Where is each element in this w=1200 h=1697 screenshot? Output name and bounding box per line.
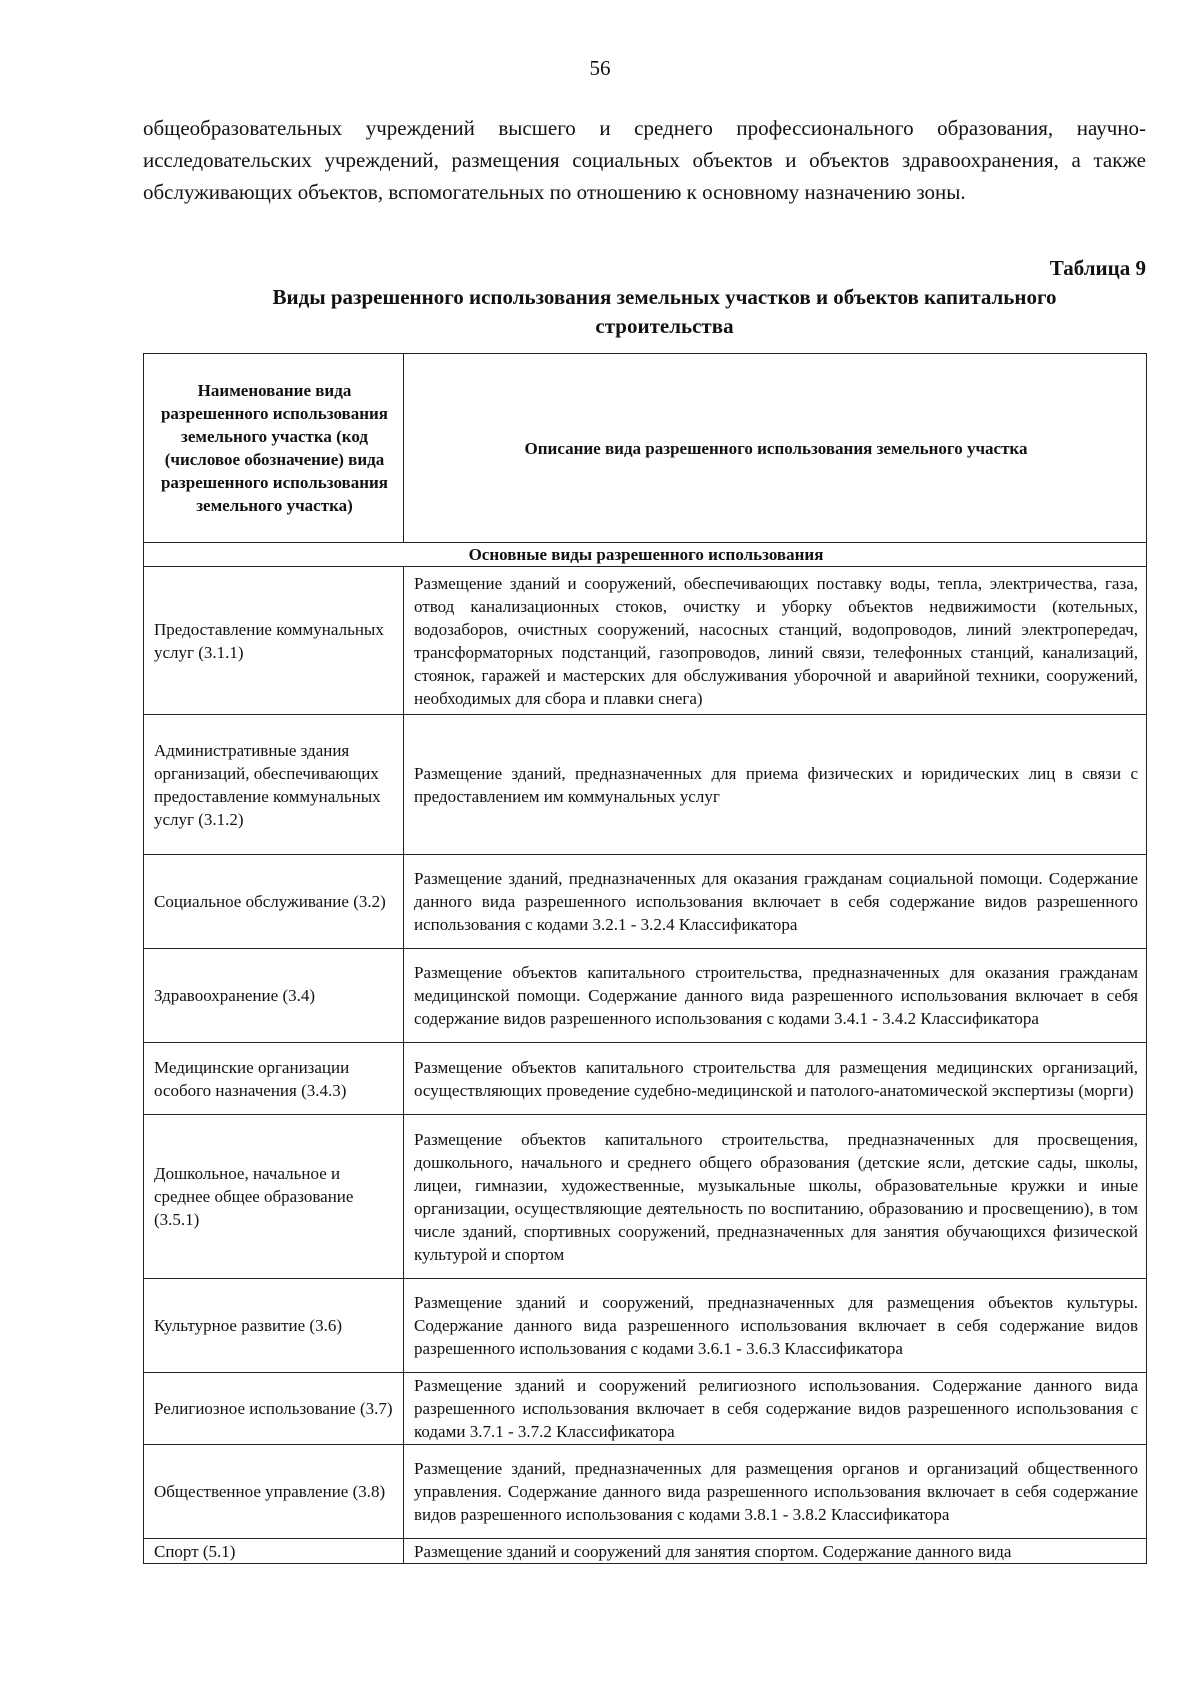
use-type-name: Культурное развитие (3.6) — [144, 1279, 404, 1373]
table-row — [144, 949, 1147, 1043]
table-row — [144, 567, 1147, 715]
table-row — [144, 1115, 1147, 1279]
use-type-description: Размещение зданий, предназначенных для оказания гражданам социальной помощи. Содержание данного вида разрешенного использования включает в себя содержание видов разрешенного использования с кодами 3.2.1 - 3.2.4 Классификатора — [404, 855, 1147, 949]
table-caption-line-2: строительства — [595, 314, 734, 338]
use-type-description: Размещение зданий и сооружений, обеспечивающих поставку воды, тепла, электричества, газа, отвод канализационных стоков, очистку и уборку объектов недвижимости (котельных, водозаборов, очистных сооружений, насосных станций, водопроводов, линий электропередач, трансформаторных подстанций, газопроводов, линий связи, телефонных станций, канализаций, стоянок, гаражей и мастерских для обслуживания уборочной и аварийной техники, сооружений, необходимых для сбора и плавки снега) — [404, 567, 1147, 715]
use-type-description: Размещение зданий и сооружений религиозного использования. Содержание данного вида разрешенного использования включает в себя содержание видов разрешенного использования с кодами 3.7.1 - 3.7.2 Классификатора — [404, 1373, 1147, 1445]
use-type-name: Дошкольное, начальное и среднее общее образование (3.5.1) — [144, 1115, 404, 1279]
use-type-name: Медицинские организации особого назначения (3.4.3) — [144, 1043, 404, 1115]
table-row — [144, 855, 1147, 949]
table-row — [144, 1539, 1147, 1564]
table-row — [144, 1279, 1147, 1373]
use-type-description: Размещение зданий и сооружений, предназначенных для размещения объектов культуры. Содержание данного вида разрешенного использования включает в себя содержание видов разрешенного использования с кодами 3.6.1 - 3.6.3 Классификатора — [404, 1279, 1147, 1373]
use-type-name: Социальное обслуживание (3.2) — [144, 855, 404, 949]
table-row — [144, 1043, 1147, 1115]
section-title: Основные виды разрешенного использования — [144, 543, 1147, 567]
table-row — [144, 715, 1147, 855]
use-type-description: Размещение зданий, предназначенных для приема физических и юридических лиц в связи с предоставлением им коммунальных услуг — [404, 715, 1147, 855]
use-type-description: Размещение объектов капитального строительства, предназначенных для оказания гражданам медицинской помощи. Содержание данного вида разрешенного использования включает в себя содержание видов разрешенного использования с кодами 3.4.1 - 3.4.2 Классификатора — [404, 949, 1147, 1043]
use-type-name: Предоставление коммунальных услуг (3.1.1) — [144, 567, 404, 715]
table-row — [144, 1445, 1147, 1539]
table-number: Таблица 9 — [1049, 256, 1146, 280]
table-caption — [143, 283, 1146, 341]
table-caption-line-1: Виды разрешенного использования земельных участков и объектов капитального — [272, 285, 1057, 309]
use-type-description: Размещение объектов капитального строительства для размещения медицинских организаций, осуществляющих проведение судебно-медицинской и патолого-анатомической экспертизы (морги) — [404, 1043, 1147, 1115]
use-type-name: Спорт (5.1) — [144, 1539, 404, 1564]
use-type-description: Размещение объектов капитального строительства, предназначенных для просвещения, дошкольного, начального и среднего общего образования (детские ясли, детские сады, школы, лицеи, гимназии, художественные, музыкальные школы, образовательные кружки и иные организации, осуществляющие деятельность по воспитанию, образованию и просвещению), в том числе зданий, спортивных сооружений, предназначенных для занятия обучающихся физической культурой и спортом — [404, 1115, 1147, 1279]
use-type-description: Размещение зданий и сооружений для занятия спортом. Содержание данного вида — [404, 1539, 1147, 1564]
page-number: 56 — [589, 56, 611, 80]
use-type-name: Религиозное использование (3.7) — [144, 1373, 404, 1445]
header-use-type-description: Описание вида разрешенного использования земельного участка — [404, 354, 1147, 543]
use-type-name: Общественное управление (3.8) — [144, 1445, 404, 1539]
intro-paragraph: общеобразовательных учреждений высшего и среднего профессионального образования, научно-исследовательских учреждений, размещения социальных объектов и объектов здравоохранения, а также обслуживающих объектов, вспомогательных по отношению к основному назначению зоны. — [143, 116, 1146, 204]
table-header-row — [144, 354, 1147, 543]
header-use-type-name: Наименование вида разрешенного использования земельного участка (код (числовое обозначение) вида разрешенного использования земельного участка) — [144, 354, 404, 543]
use-type-name: Здравоохранение (3.4) — [144, 949, 404, 1043]
use-type-description: Размещение зданий, предназначенных для размещения органов и организаций общественного управления. Содержание данного вида разрешенного использования включает в себя содержание видов разрешенного использования с кодами 3.8.1 - 3.8.2 Классификатора — [404, 1445, 1147, 1539]
table-row — [144, 1373, 1147, 1445]
section-row — [144, 543, 1147, 567]
use-type-name: Административные здания организаций, обеспечивающих предоставление коммунальных услуг (3.1.2) — [144, 715, 404, 855]
land-use-table — [143, 353, 1147, 1564]
